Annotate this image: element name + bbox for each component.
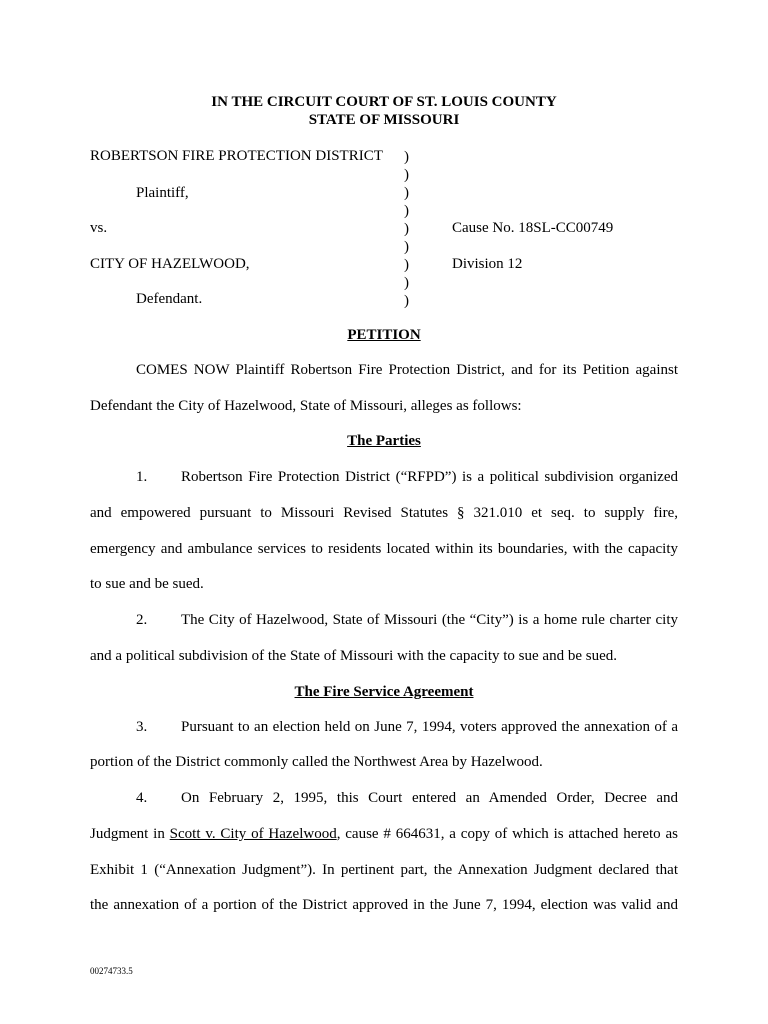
paragraph-4-number: 4. xyxy=(136,790,148,806)
paragraph-4-line-1 xyxy=(136,790,678,807)
defendant-name: CITY OF HAZELWOOD, xyxy=(90,256,250,272)
intro-line-2: Defendant the City of Hazelwood, State of Missouri, alleges as follows: xyxy=(90,398,522,414)
paragraph-1-line-3: emergency and ambulance services to residents located within its boundaries, with the capacity xyxy=(90,541,678,557)
paragraph-4-line-4: the annexation of a portion of the District approved in the June 7, 1994, election was valid and xyxy=(90,897,678,913)
paragraph-3-line-2: portion of the District commonly called the Northwest Area by Hazelwood. xyxy=(90,754,543,770)
paragraph-4-cause-text: , cause # 664631, a copy of which is attached hereto as xyxy=(336,826,678,842)
paragraph-1-text: Robertson Fire Protection District (“RFPD”) is a political subdivision organized xyxy=(181,469,678,485)
paragraph-1-number: 1. xyxy=(136,469,148,485)
plaintiff-role: Plaintiff, xyxy=(136,185,189,201)
versus: vs. xyxy=(90,220,108,236)
paragraph-2-text: The City of Hazelwood, State of Missouri (the “City”) is a home rule charter city xyxy=(181,612,678,628)
intro-line-1: COMES NOW Plaintiff Robertson Fire Protection District, and for its Petition against xyxy=(136,362,678,378)
case-citation: Scott v. City of Hazelwood xyxy=(169,826,337,842)
paragraph-4-line-3: Exhibit 1 (“Annexation Judgment”). In pertinent part, the Annexation Judgment declared that xyxy=(90,862,678,878)
paragraph-2-number: 2. xyxy=(136,612,148,628)
plaintiff-name: ROBERTSON FIRE PROTECTION DISTRICT xyxy=(90,148,383,164)
paragraph-2-line-2: and a political subdivision of the State of Missouri with the capacity to sue and be sued. xyxy=(90,648,617,664)
court-state: STATE OF MISSOURI xyxy=(308,112,460,128)
paragraph-2-line-1 xyxy=(136,612,678,629)
paragraph-3-number: 3. xyxy=(136,719,148,735)
paragraph-1-line-4: to sue and be sued. xyxy=(90,576,204,592)
section-parties: The Parties xyxy=(347,433,421,449)
division: Division 12 xyxy=(452,256,523,272)
paragraph-4-text: On February 2, 1995, this Court entered an Amended Order, Decree and xyxy=(181,790,678,806)
paragraph-1-line-2: and empowered pursuant to Missouri Revised Statutes § 321.010 et seq. to supply fire, xyxy=(90,505,678,521)
paragraph-3-line-1 xyxy=(136,719,678,736)
cause-number: Cause No. 18SL-CC00749 xyxy=(452,220,614,236)
paragraph-1-line-1 xyxy=(136,469,678,486)
caption-parentheses: ) ) ) ) ) ) ) ) ) xyxy=(404,149,409,309)
section-fire-service-agreement: The Fire Service Agreement xyxy=(294,684,474,700)
defendant-role: Defendant. xyxy=(136,291,203,307)
paragraph-4-line-2 xyxy=(90,826,678,843)
document-id: 00274733.5 xyxy=(90,966,133,976)
document-title: PETITION xyxy=(347,327,421,343)
court-name: IN THE CIRCUIT COURT OF ST. LOUIS COUNTY xyxy=(211,94,557,110)
paragraph-3-text: Pursuant to an election held on June 7, 1994, voters approved the annexation of a xyxy=(181,719,678,735)
paragraph-4-judgment-in: Judgment in xyxy=(90,826,170,842)
